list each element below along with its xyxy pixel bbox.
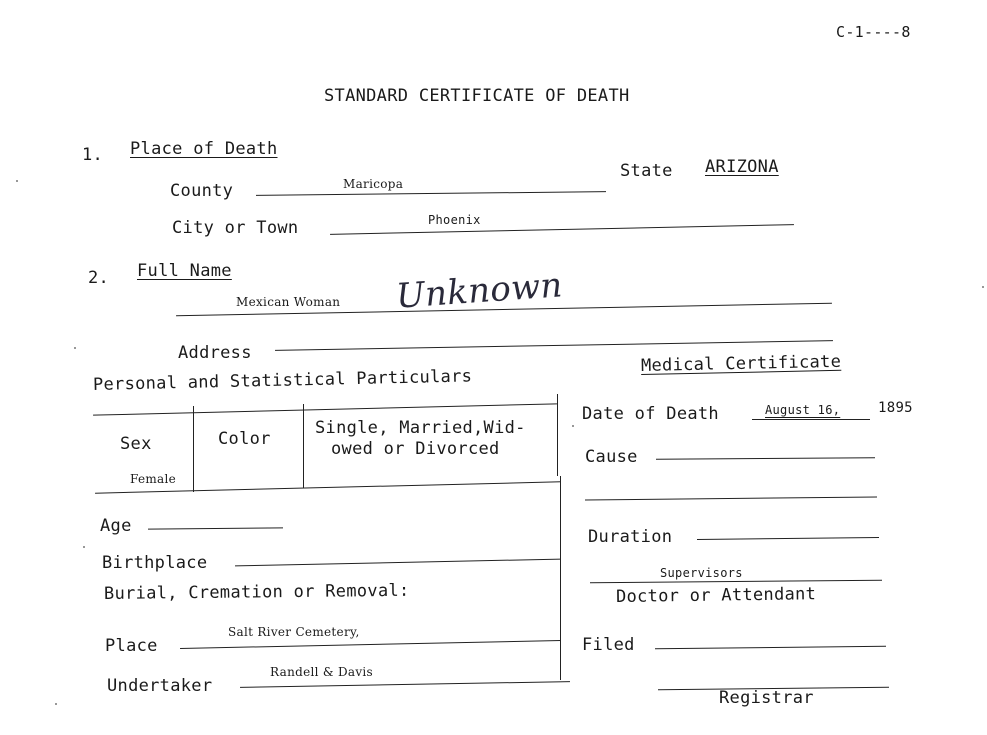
marital-label-2: owed or Divorced: [331, 439, 500, 459]
certificate-title: STANDARD CERTIFICATE OF DEATH: [324, 86, 630, 106]
duration-line: [697, 537, 879, 540]
sex-value: Female: [130, 472, 177, 486]
form-code: C-1----8: [836, 23, 911, 41]
city-line: [330, 224, 794, 235]
birthplace-line: [235, 559, 561, 567]
sex-color-divider: [193, 406, 194, 492]
sex-label: Sex: [120, 434, 152, 454]
date-of-death-value: August 16,: [765, 403, 841, 417]
name-handwritten-value: Unknown: [394, 265, 564, 317]
scan-speck: [16, 180, 18, 182]
address-line: [275, 340, 833, 351]
county-line: [256, 191, 606, 196]
registrar-label: Registrar: [719, 688, 814, 708]
cause-line-2: [585, 496, 877, 500]
address-label: Address: [178, 343, 252, 363]
full-name-heading: Full Name: [137, 261, 232, 281]
filed-label: Filed: [582, 635, 635, 655]
scan-speck: [74, 347, 76, 349]
undertaker-value: Randell & Davis: [270, 665, 374, 679]
section1-number: 1.: [82, 145, 104, 165]
section-right-border: [560, 476, 561, 680]
place-of-death-heading: Place of Death: [130, 139, 278, 159]
county-label: County: [170, 181, 234, 201]
burial-heading: Burial, Cremation or Removal:: [103, 580, 410, 604]
place-label: Place: [105, 636, 158, 656]
duration-label: Duration: [588, 527, 673, 547]
birthplace-label: Birthplace: [102, 553, 208, 573]
name-typed-value: Mexican Woman: [236, 295, 341, 309]
attendant-value: Supervisors: [660, 566, 743, 580]
filed-line: [655, 646, 886, 649]
scan-speck: [982, 286, 984, 288]
medical-heading: Medical Certificate: [640, 351, 842, 376]
city-label: City or Town: [172, 218, 299, 238]
age-line: [148, 527, 283, 529]
marital-right-border: [557, 394, 558, 476]
state-label: State: [620, 161, 673, 181]
county-value: Maricopa: [343, 177, 404, 191]
marital-label-1: Single, Married,Wid-: [315, 418, 526, 438]
scan-speck: [55, 703, 57, 705]
age-label: Age: [100, 516, 132, 536]
scan-speck: [572, 425, 574, 427]
cause-line-1: [656, 457, 875, 460]
attendant-label: Doctor or Attendant: [615, 584, 817, 607]
color-label: Color: [218, 429, 271, 449]
place-value: Salt River Cemetery,: [228, 625, 360, 639]
undertaker-label: Undertaker: [107, 676, 213, 696]
attendant-line: [590, 580, 882, 584]
section2-number: 2.: [88, 268, 110, 288]
cause-label: Cause: [585, 447, 638, 467]
date-of-death-label: Date of Death: [582, 404, 719, 424]
state-value: ARIZONA: [705, 157, 779, 177]
date-line: [752, 419, 870, 420]
place-line: [180, 640, 561, 649]
city-value: Phoenix: [428, 213, 481, 227]
personal-heading: Personal and Statistical Particulars: [92, 366, 473, 395]
personal-top-rule: [93, 403, 557, 415]
undertaker-line: [240, 681, 570, 688]
year-value: 1895: [878, 400, 913, 416]
color-marital-divider: [303, 404, 304, 488]
scan-speck: [83, 546, 85, 548]
